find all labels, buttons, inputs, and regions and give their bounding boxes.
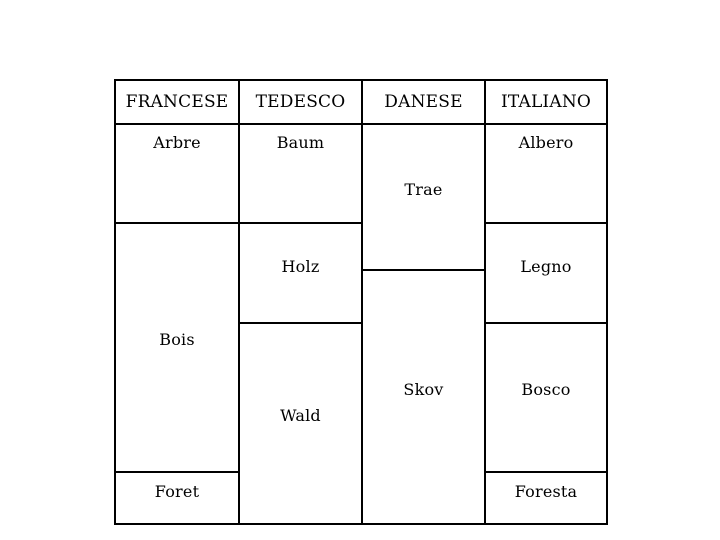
francese-forest-word: Foret: [154, 481, 200, 501]
danese-divider-1: [361, 269, 486, 271]
danese-tree-wood-word: Trae: [404, 179, 443, 199]
danese-wood-forest-word: Skov: [403, 379, 444, 399]
tedesco-divider-2: [238, 322, 363, 324]
francese-wood-word: Bois: [159, 329, 195, 349]
header-tedesco: TEDESCO: [255, 92, 346, 112]
francese-tree-word: Arbre: [153, 132, 201, 152]
tedesco-divider-1: [238, 222, 363, 224]
column-divider-2: [361, 81, 363, 523]
italiano-tree-word: Albero: [518, 132, 574, 152]
header-italiano: ITALIANO: [500, 92, 592, 112]
header-francese: FRANCESE: [125, 92, 229, 112]
italiano-divider-1: [484, 222, 606, 224]
francese-divider-1: [116, 222, 240, 224]
header-danese: DANESE: [384, 92, 463, 112]
italiano-wood-word: Legno: [520, 256, 572, 276]
tedesco-forest-word: Wald: [280, 405, 321, 425]
tedesco-wood-word: Holz: [281, 256, 320, 276]
language-word-grid: [114, 79, 608, 525]
italiano-forest-word: Foresta: [514, 481, 578, 501]
italiano-small-forest-word: Bosco: [521, 379, 571, 399]
italiano-divider-2: [484, 322, 606, 324]
tedesco-tree-word: Baum: [276, 132, 325, 152]
